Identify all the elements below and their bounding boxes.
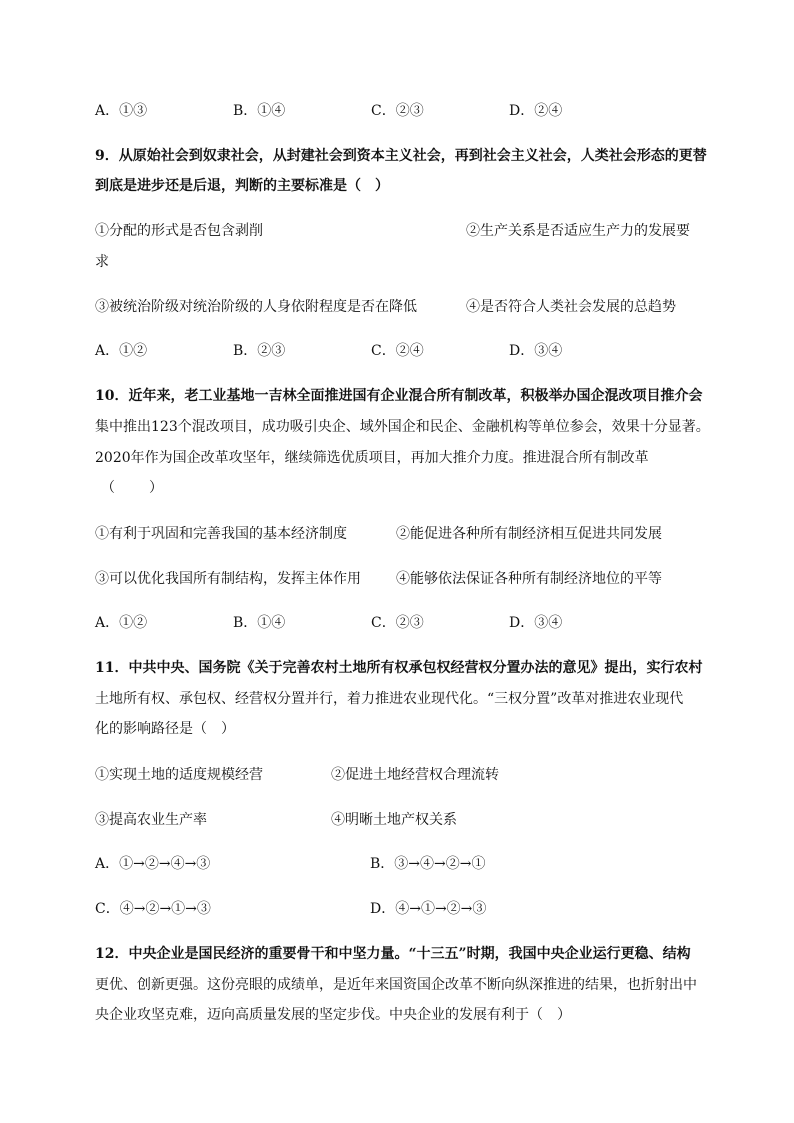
q11-stem-line-3: 化的影响路径是（ ）: [95, 721, 235, 737]
q10-stem-line-1: 10．近年来，老工业基地一吉林全面推进国有企业混合所有制改革，积极举办国企混改项目推介会: [95, 388, 703, 404]
q10-option-d[interactable]: D．③④: [509, 615, 563, 631]
q11-item-3: ③提高农业生产率: [95, 812, 207, 828]
q8-option-b[interactable]: B．①④: [233, 103, 286, 119]
q11-option-c[interactable]: C．④→②→①→③: [95, 901, 211, 917]
q8-option-a[interactable]: A．①③: [95, 103, 148, 119]
q12-stem-line-1: 12．中央企业是国民经济的重要骨干和中坚力量。“十三五”时期，我国中央企业运行更稳、结构: [95, 946, 691, 962]
q11-item-1: ①实现土地的适度规模经营: [95, 767, 263, 783]
q10-option-c[interactable]: C．②③: [371, 615, 424, 631]
q9-option-b[interactable]: B．②③: [233, 343, 286, 359]
q10-answer-paren: （ ）: [101, 480, 165, 496]
q9-option-a[interactable]: A．①②: [95, 343, 148, 359]
q11-item-2: ②促进土地经营权合理流转: [331, 767, 499, 783]
q10-stem-line-3: 2020年作为国企改革攻坚年，继续筛选优质项目，再加大推介力度。推进混合所有制改革: [95, 450, 649, 466]
q10-item-2: ②能促进各种所有制经济相互促进共同发展: [396, 526, 662, 542]
q9-item-2: ②生产关系是否适应生产力的发展要: [466, 223, 690, 239]
q11-stem-line-2: 土地所有权、承包权、经营权分置并行，着力推进农业现代化。“三权分置”改革对推进农业现代: [95, 691, 684, 707]
q9-item-2-wrap: 求: [95, 254, 109, 270]
q9-option-d[interactable]: D．③④: [509, 343, 563, 359]
q9-item-3: ③被统治阶级对统治阶级的人身依附程度是否在降低: [95, 299, 417, 315]
q9-option-c[interactable]: C．②④: [371, 343, 424, 359]
q8-option-d[interactable]: D．②④: [509, 103, 563, 119]
q11-option-b[interactable]: B．③→④→②→①: [370, 856, 486, 872]
q10-option-b[interactable]: B．①④: [233, 615, 286, 631]
q11-item-4: ④明晰土地产权关系: [331, 812, 457, 828]
q11-option-a[interactable]: A．①→②→④→③: [95, 856, 211, 872]
q10-option-a[interactable]: A．①②: [95, 615, 148, 631]
q12-stem-line-3: 央企业攻坚克难，迈向高质量发展的坚定步伐。中央企业的发展有利于（ ）: [95, 1007, 571, 1023]
q9-item-1: ①分配的形式是否包含剥削: [95, 223, 263, 239]
q9-item-4: ④是否符合人类社会发展的总趋势: [466, 299, 676, 315]
q11-stem-line-1: 11．中共中央、国务院《关于完善农村土地所有权承包权经营权分置办法的意见》提出，实行农村: [95, 660, 703, 676]
q12-stem-line-2: 更优、创新更强。这份亮眼的成绩单，是近年来国资国企改革不断向纵深推进的结果，也折射出中: [95, 977, 697, 993]
q8-option-c[interactable]: C．②③: [371, 103, 424, 119]
q11-option-d[interactable]: D．④→①→②→③: [370, 901, 487, 917]
q10-item-4: ④能够依法保证各种所有制经济地位的平等: [396, 571, 662, 587]
q10-item-1: ①有利于巩固和完善我国的基本经济制度: [95, 526, 347, 542]
q10-item-3: ③可以优化我国所有制结构，发挥主体作用: [95, 571, 361, 587]
q9-stem-line-2: 到底是进步还是后退，判断的主要标准是（ ）: [95, 178, 389, 194]
q10-stem-line-2: 集中推出123个混改项目，成功吸引央企、域外国企和民企、金融机构等单位参会，效果十分显著。: [95, 419, 710, 435]
q9-stem-line-1: 9．从原始社会到奴隶社会，从封建社会到资本主义社会，再到社会主义社会，人类社会形态的更替: [95, 148, 707, 164]
